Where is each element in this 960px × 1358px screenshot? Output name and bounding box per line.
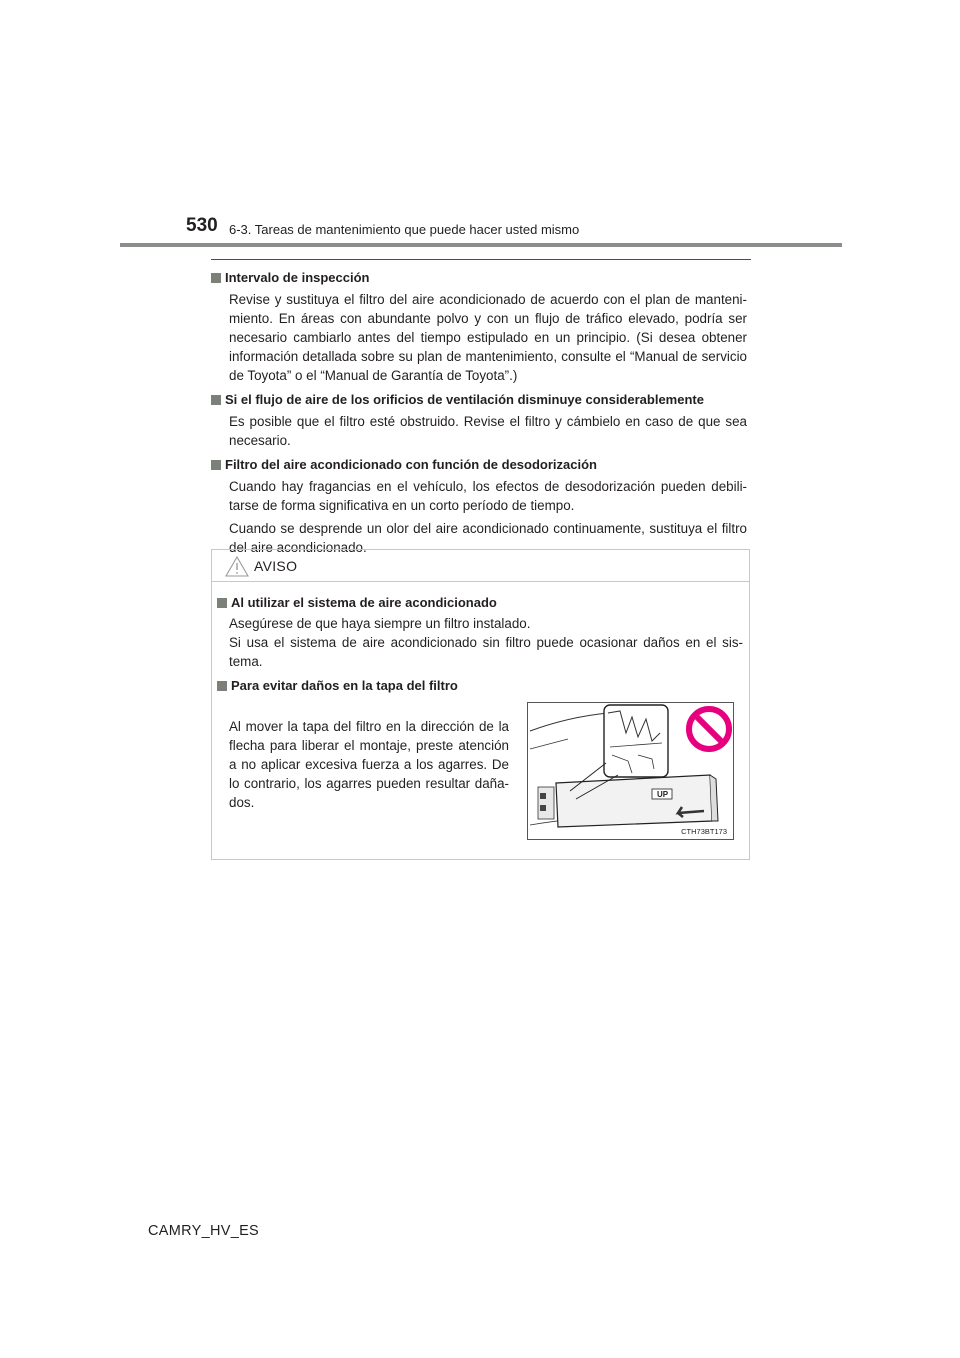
paragraph: Revise y sustituya el filtro del aire acondicionado de acuerdo con el plan de manteni-miento. En áreas con abundante polvo y con un flujo de tráfico elevado, podría ser necesario cambiarlo antes del tiempo estipulado en un principio. (Si desea obtener información detallada sobre su plan de mantenimiento, consulte el “Manual de servicio de Toyota” o el “Manual de Garantía de Toyota”.) xyxy=(229,292,747,383)
header-rule xyxy=(120,243,842,247)
square-bullet-icon xyxy=(217,681,227,691)
main-content xyxy=(211,268,747,562)
paragraph: Cuando se desprende un olor del aire acondicionado continuamente, sustituya el filtro del aire acondicionado. xyxy=(229,521,747,555)
notice-header xyxy=(212,550,749,582)
paragraph: Es posible que el filtro esté obstruido. Revise el filtro y cámbielo en caso de que sea necesario. xyxy=(229,414,747,448)
section-heading xyxy=(211,268,747,287)
notice-body xyxy=(217,593,743,700)
paragraph: Cuando hay fragancias en el vehículo, los efectos de desodorización pueden debili-tarse de forma significativa en un corto período de tiempo. xyxy=(229,479,747,513)
section-heading xyxy=(211,390,747,409)
page-number: 530 xyxy=(186,215,218,236)
heading-text: Para evitar daños en la tapa del filtro xyxy=(231,678,458,693)
filter-cover-warning-text: Al mover la tapa del filtro en la dirección de la flecha para liberar el montaje, preste atención a no aplicar excesiva fuerza a los agarres. De lo contrario, los agarres pueden resultar daña-dos. xyxy=(229,719,509,811)
filter-cover-illustration xyxy=(527,702,734,840)
section-airflow-decrease xyxy=(211,390,747,450)
square-bullet-icon xyxy=(217,598,227,608)
square-bullet-icon xyxy=(211,460,221,470)
notice-item-heading xyxy=(217,676,743,695)
section-inspection-interval xyxy=(211,268,747,385)
filter-cover-drawing xyxy=(528,703,733,839)
section-deodorizing-filter xyxy=(211,455,747,557)
paragraph: Asegúrese de que haya siempre un filtro instalado. xyxy=(229,616,531,631)
content-rule xyxy=(211,259,751,260)
warning-triangle-icon xyxy=(225,556,249,577)
heading-text: Al utilizar el sistema de aire acondicionado xyxy=(231,595,497,610)
heading-text: Filtro del aire acondicionado con función de desodorización xyxy=(225,457,597,472)
section-title: 6-3. Tareas de mantenimiento que puede hacer usted mismo xyxy=(229,222,580,237)
heading-text: Si el flujo de aire de los orificios de ventilación disminuye considerablemente xyxy=(225,392,704,407)
notice-item-heading xyxy=(217,593,743,612)
up-label: UP xyxy=(657,790,669,799)
heading-text: Intervalo de inspección xyxy=(225,270,370,285)
figure-code: CTH73BT173 xyxy=(681,827,727,836)
notice-box xyxy=(211,549,750,860)
notice-item-filter-cover xyxy=(217,676,743,695)
footer-model: CAMRY_HV_ES xyxy=(148,1223,260,1239)
notice-title: AVISO xyxy=(254,558,298,574)
square-bullet-icon xyxy=(211,273,221,283)
section-heading xyxy=(211,455,747,474)
paragraph: Si usa el sistema de aire acondicionado sin filtro puede ocasionar daños en el sis-tema. xyxy=(229,635,743,669)
notice-item-ac-usage xyxy=(217,593,743,671)
square-bullet-icon xyxy=(211,395,221,405)
